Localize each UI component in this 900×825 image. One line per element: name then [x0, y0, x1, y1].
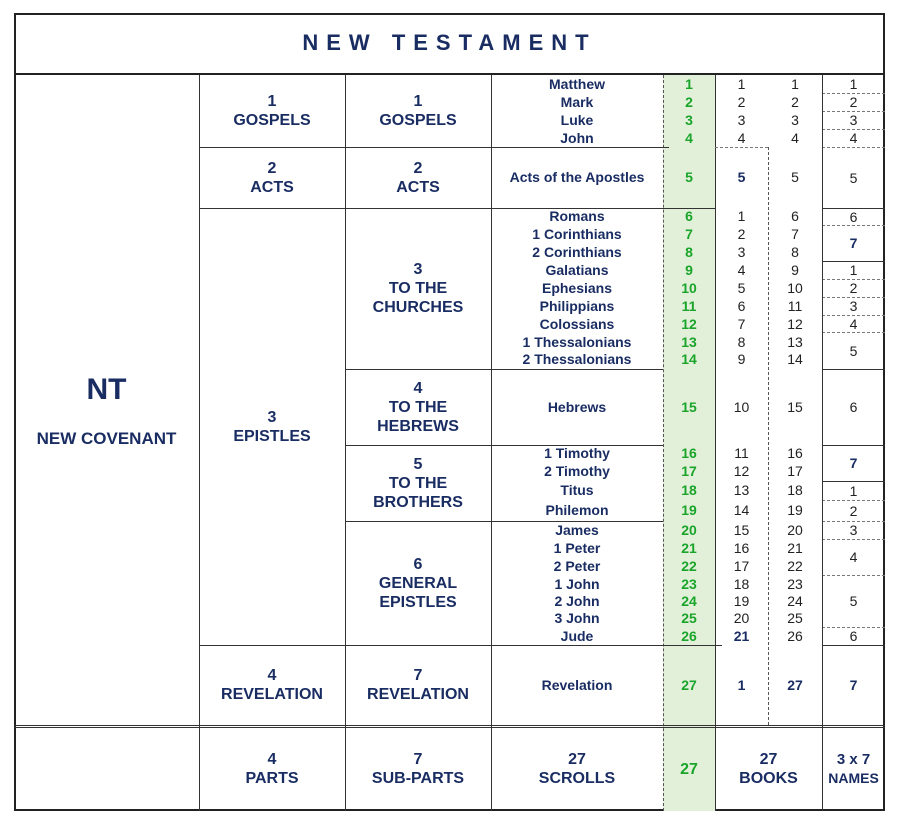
name-number: 4: [849, 130, 858, 146]
part-cell: [199, 208, 345, 645]
scroll-number: 15: [681, 399, 697, 415]
book-number: 19: [787, 502, 803, 518]
subpart-number: 6: [413, 555, 423, 573]
name-number: 4: [849, 549, 858, 565]
grid-line: [199, 645, 722, 646]
subpart-label: TO THE: [388, 280, 448, 297]
name-number: 7: [849, 235, 858, 251]
book-number: 15: [787, 399, 803, 415]
grid-line: [822, 279, 885, 280]
book-number: 22: [787, 558, 803, 574]
grid-line: [822, 481, 885, 482]
name-number: 3: [849, 112, 858, 128]
part-number: 3: [267, 408, 277, 426]
totals-number: 4: [267, 751, 277, 768]
scroll-number: 7: [685, 226, 693, 242]
name-number: 1: [849, 76, 858, 92]
book-number: 23: [787, 576, 803, 592]
book-name: John: [560, 130, 594, 146]
grid-line: [822, 147, 885, 148]
grid-line: [491, 75, 492, 811]
name-number: 1: [849, 262, 858, 278]
book-name: 2 Corinthians: [532, 244, 622, 260]
grid-line: [822, 332, 885, 333]
part-book-number: 2: [737, 94, 746, 110]
part-number: 2: [267, 159, 277, 177]
subpart-label: REVELATION: [367, 686, 469, 703]
totals-label: PARTS: [245, 770, 299, 787]
subpart-label: EPISTLES: [379, 593, 457, 611]
book-name: Titus: [560, 482, 594, 498]
part-book-number: 13: [733, 482, 750, 498]
scroll-number: 11: [681, 298, 697, 314]
subpart-number: 5: [413, 455, 423, 473]
grid-line: [199, 147, 669, 148]
book-number: 25: [787, 610, 803, 626]
totals-label: BOOKS: [739, 770, 798, 787]
grid-line: [822, 369, 885, 370]
totals-books: [715, 727, 822, 811]
name-number: 5: [849, 593, 858, 609]
part-cell: [199, 75, 345, 147]
grid-line: [822, 445, 885, 446]
book-number: 24: [787, 593, 803, 609]
part-label: EPISTLES: [233, 427, 311, 445]
totals-number: 27: [568, 751, 586, 768]
scroll-number: 14: [681, 351, 697, 367]
scroll-number: 21: [681, 540, 697, 556]
part-book-number: 3: [737, 112, 746, 128]
grid-line: [822, 129, 885, 130]
book-name: Philippians: [539, 298, 615, 314]
book-number: 11: [787, 298, 803, 314]
subpart-cell: [345, 147, 491, 208]
totals-names: [822, 727, 885, 811]
part-cell: [199, 147, 345, 208]
part-book-number: 3: [737, 244, 746, 260]
part-label: REVELATION: [221, 686, 323, 703]
book-number: 14: [787, 351, 803, 367]
book-name: Colossians: [539, 316, 615, 332]
name-number: 1: [849, 482, 858, 499]
book-name: 1 Timothy: [544, 445, 610, 461]
subpart-label: CHURCHES: [372, 299, 464, 316]
grid-line: [822, 315, 885, 316]
subpart-label: TO THE: [388, 474, 448, 492]
part-book-number: 2: [737, 226, 746, 242]
part-book-number: 1: [737, 677, 746, 693]
book-number: 12: [787, 316, 803, 332]
book-name: 3 John: [554, 610, 600, 626]
scroll-number: 26: [681, 628, 697, 644]
part-book-number: 6: [737, 298, 746, 314]
nt-name: NEW COVENANT: [36, 428, 177, 448]
totals-number: 3 x 7: [836, 751, 871, 768]
book-number: 13: [787, 334, 803, 350]
book-name: Luke: [560, 112, 594, 128]
book-number: 21: [787, 540, 803, 556]
part-book-number: 10: [733, 399, 750, 415]
part-number: 4: [267, 667, 277, 684]
scroll-number: 5: [685, 169, 693, 185]
name-number: 5: [849, 342, 858, 359]
grid-line: [822, 539, 885, 540]
book-name: Romans: [549, 208, 605, 224]
totals-number: 7: [413, 751, 423, 768]
book-number: 17: [787, 463, 803, 479]
grid-line: [199, 75, 200, 811]
scroll-number: 2: [685, 94, 693, 110]
subpart-number: 4: [413, 379, 423, 397]
part-book-number: 5: [737, 169, 746, 185]
name-number: 6: [849, 399, 858, 415]
totals-parts: [199, 727, 345, 811]
book-name: 2 John: [554, 593, 600, 609]
part-cell: [199, 645, 345, 725]
totals-label: NAMES: [828, 770, 879, 786]
subpart-label: HEBREWS: [377, 417, 459, 435]
totals-green: [663, 727, 715, 811]
book-number: 18: [787, 482, 803, 498]
scroll-number: 27: [681, 677, 697, 693]
part-book-number: 4: [737, 130, 746, 146]
book-number: 20: [787, 522, 803, 538]
page-title: NEW TESTAMENT: [14, 13, 885, 75]
subpart-cell: [345, 75, 491, 147]
grid-line: [822, 645, 885, 646]
grid-line: [822, 225, 885, 226]
grid-line: [822, 261, 885, 262]
part-book-number: 1: [737, 76, 746, 92]
book-number: 3: [791, 112, 799, 128]
totals-scrolls: [491, 727, 663, 811]
part-book-number: 4: [737, 262, 746, 278]
part-book-number: 21: [733, 628, 750, 644]
subpart-cell: [345, 208, 491, 369]
part-number: 1: [267, 93, 277, 110]
subpart-number: 2: [413, 159, 423, 177]
book-name: 1 Corinthians: [532, 226, 622, 242]
name-number: 6: [849, 628, 858, 644]
book-name: 2 Timothy: [544, 463, 610, 479]
part-book-number: 12: [733, 463, 750, 479]
book-name: 1 Thessalonians: [522, 334, 632, 350]
scroll-number: 4: [685, 130, 693, 146]
part-book-number: 16: [733, 540, 750, 556]
totals-label: SUB-PARTS: [371, 770, 465, 787]
book-number: 27: [787, 677, 803, 693]
subpart-number: 7: [413, 667, 423, 684]
book-name: Acts of the Apostles: [509, 169, 645, 185]
book-number: 10: [787, 280, 803, 296]
name-number: 4: [849, 315, 858, 332]
subpart-label: GOSPELS: [379, 112, 457, 129]
name-number: 2: [849, 94, 858, 110]
book-name: 2 Peter: [553, 558, 601, 574]
book-number: 7: [791, 226, 799, 242]
scroll-number: 6: [685, 208, 693, 224]
book-name: James: [555, 522, 599, 538]
part-book-number: 8: [737, 334, 746, 350]
grid-line: [345, 75, 346, 811]
name-number: 6: [849, 208, 858, 225]
grid-line: [822, 297, 885, 298]
part-book-number: 5: [737, 280, 746, 296]
grid-line: [14, 725, 885, 728]
scroll-number: 22: [681, 558, 697, 574]
scroll-number: 12: [681, 316, 697, 332]
scroll-number: 3: [685, 112, 693, 128]
subpart-cell: [345, 369, 491, 445]
scroll-number: 9: [685, 262, 693, 278]
part-book-number: 15: [733, 522, 750, 538]
scroll-number: 19: [681, 502, 697, 518]
grid-line: [199, 208, 715, 209]
book-name: Jude: [560, 628, 594, 644]
scroll-number: 17: [681, 463, 697, 479]
book-number: 6: [791, 208, 799, 224]
scroll-number: 10: [681, 280, 697, 296]
part-book-number: 18: [733, 576, 750, 592]
book-name: Hebrews: [547, 399, 607, 415]
nt-cell: [14, 75, 199, 725]
book-name: Mark: [560, 94, 594, 110]
book-number: 16: [787, 445, 803, 461]
part-book-number: 19: [733, 593, 750, 609]
subpart-cell: [345, 645, 491, 725]
grid-line: [822, 575, 885, 576]
part-label: GOSPELS: [233, 112, 311, 129]
name-number: 3: [849, 522, 858, 538]
part-book-number: 20: [733, 610, 750, 626]
scroll-number: 23: [681, 576, 697, 592]
part-book-number: 17: [733, 558, 750, 574]
scroll-number: 24: [681, 593, 697, 609]
part-book-number: 14: [733, 502, 750, 518]
grid-line: [663, 75, 664, 811]
name-number: 5: [849, 169, 858, 186]
book-number: 8: [791, 244, 799, 260]
subpart-cell: [345, 521, 491, 645]
book-name: Ephesians: [541, 280, 613, 296]
name-number: 2: [849, 280, 858, 296]
totals-label: SCROLLS: [538, 770, 616, 787]
totals-subparts: [345, 727, 491, 811]
subpart-label: ACTS: [396, 178, 440, 196]
subpart-cell: [345, 445, 491, 521]
part-book-number: 7: [737, 316, 746, 332]
scroll-number: 25: [681, 610, 697, 626]
book-number: 5: [791, 169, 799, 185]
scroll-number: 8: [685, 244, 693, 260]
subpart-label: TO THE: [388, 398, 448, 416]
nt-abbr: NT: [86, 372, 127, 406]
grid-line: [822, 75, 823, 811]
part-book-number: 9: [737, 351, 746, 367]
name-number: 2: [849, 502, 858, 519]
grid-line: [768, 147, 769, 725]
scroll-number: 13: [681, 334, 697, 350]
grid-line: [345, 521, 663, 522]
grid-line: [822, 627, 885, 628]
subpart-number: 1: [413, 93, 423, 110]
book-name: Revelation: [541, 677, 613, 693]
grid-line: [822, 208, 885, 209]
grid-line: [715, 75, 716, 811]
grid-line: [715, 147, 768, 148]
totals-number: 27: [759, 751, 778, 768]
subpart-number: 3: [413, 261, 423, 278]
part-book-number: 11: [734, 445, 749, 461]
totals-number: 27: [680, 760, 698, 778]
book-name: 2 Thessalonians: [522, 351, 632, 367]
book-number: 2: [791, 94, 799, 110]
subpart-label: BROTHERS: [373, 493, 463, 511]
book-number: 9: [791, 262, 799, 278]
name-number: 3: [849, 298, 858, 314]
subpart-label: GENERAL: [378, 574, 458, 592]
scroll-number: 18: [681, 482, 697, 498]
scroll-number: 16: [681, 445, 697, 461]
book-name: Philemon: [545, 502, 609, 518]
scroll-number: 20: [681, 522, 697, 538]
book-name: 1 Peter: [553, 540, 601, 556]
grid-line: [822, 500, 885, 501]
book-name: Matthew: [549, 76, 605, 92]
book-name: Galatians: [545, 262, 609, 278]
grid-line: [822, 93, 885, 94]
scroll-number: 1: [685, 76, 693, 92]
part-book-number: 1: [737, 208, 746, 224]
grid-line: [345, 369, 663, 370]
book-number: 1: [791, 76, 799, 92]
name-number: 7: [849, 677, 858, 693]
part-label: ACTS: [250, 178, 294, 196]
book-number: 4: [791, 130, 799, 146]
grid-line: [345, 445, 663, 446]
grid-line: [822, 521, 885, 522]
name-number: 7: [849, 455, 858, 471]
grid-line: [822, 111, 885, 112]
book-name: 1 John: [554, 576, 600, 592]
book-number: 26: [787, 628, 803, 644]
